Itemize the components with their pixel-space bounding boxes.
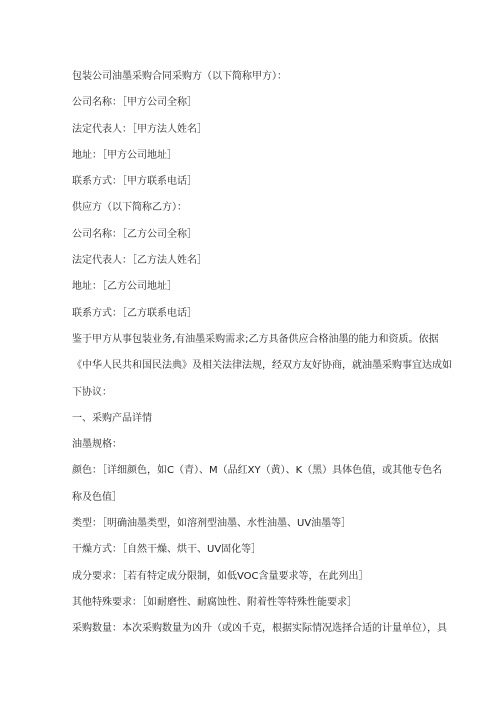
color-line: 颜色：［详细颜色，如C（青）、M（品红XY（黄）、K（黑）具体色值，或其他专色名 xyxy=(72,465,443,477)
purchase-quantity: 采购数量：本次采购数量为凶升（或凶千克，根据实际情况选择合适的计量单位），具 xyxy=(72,623,447,635)
preamble-line: 《中华人民共和国民法典》及相关法律法规，经双方友好协商，就油墨采购事宜达成如 xyxy=(72,360,452,372)
section-1-title: 一、采购产品详情 xyxy=(72,412,152,424)
preamble-line: 鉴于甲方从事包装业务,有油墨采购需求;乙方具备供应合格油墨的能力和资质。依据 xyxy=(72,333,439,345)
party-b-legal-rep: 法定代表人：［乙方法人姓名］ xyxy=(72,255,207,267)
supplier-intro: 供应方（以下简称乙方）： xyxy=(72,202,187,214)
party-b-contact: 联系方式：［乙方联系电话］ xyxy=(72,307,197,319)
party-b-company: 公司名称：［乙方公司全称］ xyxy=(72,228,197,240)
party-a-contact: 联系方式：［甲方联系电话］ xyxy=(72,176,197,188)
party-a-legal-rep: 法定代表人：［甲方法人姓名］ xyxy=(72,123,207,135)
other-requirements: 其他特殊要求：［如耐磨性、耐腐蚀性、附着性等特殊性能要求］ xyxy=(72,596,357,608)
party-a-address: 地址：［甲方公司地址］ xyxy=(72,149,177,161)
composition-requirement: 成分要求：［若有特定成分限制，如低VOC含量要求等，在此列出］ xyxy=(72,570,369,582)
ink-type: 类型：［明确油墨类型，如溶剂型油墨、水性油墨、UV油墨等］ xyxy=(72,518,352,530)
color-paragraph xyxy=(72,458,443,511)
contract-document xyxy=(72,64,452,643)
party-a-company: 公司名称：［甲方公司全称］ xyxy=(72,97,197,109)
color-line: 称及色值］ xyxy=(72,491,122,503)
drying-method: 干燥方式：［自然干燥、烘干、UV固化等］ xyxy=(72,544,262,556)
party-b-address: 地址：［乙方公司地址］ xyxy=(72,281,177,293)
preamble-paragraph xyxy=(72,327,452,406)
preamble-line: 下协议： xyxy=(72,386,112,398)
ink-spec-label: 油墨规格： xyxy=(72,439,122,451)
intro-line: 包装公司油墨采购合同采购方（以下简称甲方）： xyxy=(72,71,287,82)
